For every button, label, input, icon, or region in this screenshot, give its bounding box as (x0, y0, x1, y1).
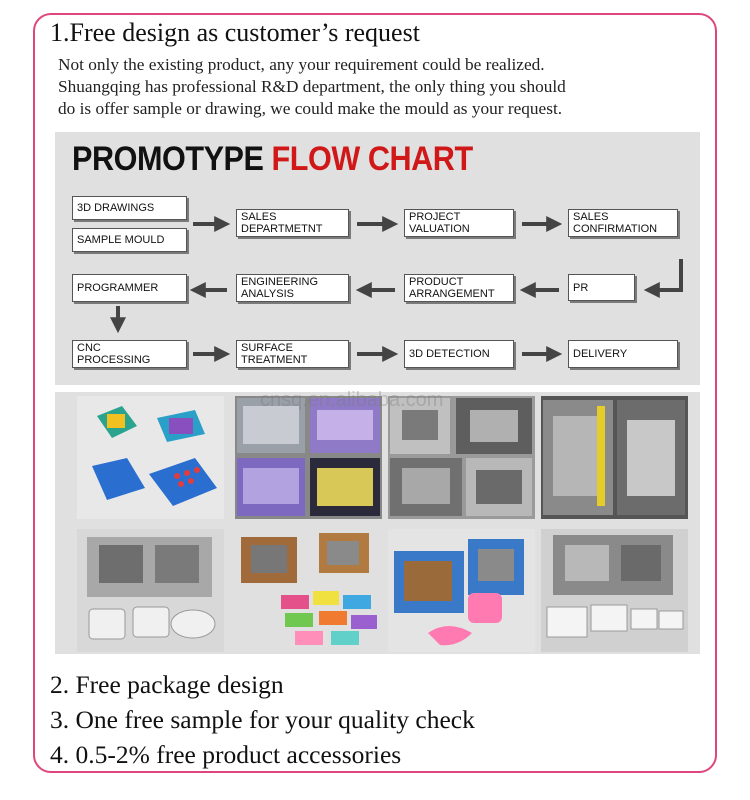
photo-mould-machining (388, 396, 535, 519)
flow-chart-panel (55, 132, 700, 385)
benefits-list (50, 667, 475, 772)
photo-mould-assembly (541, 396, 688, 519)
photo-mould-with-clear-boxes (541, 529, 688, 652)
intro-paragraph (58, 54, 718, 120)
benefit-item: 2. Free package design (50, 670, 284, 699)
photo-grid (55, 389, 700, 654)
section-heading: 1.Free design as customer’s request (50, 18, 420, 47)
benefit-item: 3. One free sample for your quality check (50, 705, 475, 734)
benefit-item: 4. 0.5-2% free product accessories (50, 740, 402, 769)
step-surface-treatment: SURFACE TREATMENT (236, 340, 349, 368)
step-programmer: PROGRAMMER (72, 274, 187, 302)
step-pr: PR (568, 274, 635, 301)
photo-mould-with-pink-containers (388, 529, 535, 652)
step-sample-mould: SAMPLE MOULD (72, 228, 187, 252)
arrow-return-icon (651, 259, 681, 290)
photo-cnc-programming-screens (235, 396, 382, 519)
step-engineering-analysis: ENGINEERING ANALYSIS (236, 274, 349, 302)
flow-chart-title-red: FLOW CHART (271, 140, 473, 178)
step-3d-drawings: 3D DRAWINGS (72, 196, 187, 220)
step-delivery: DELIVERY (568, 340, 678, 368)
flow-chart-title-dark: PROMOTYPE (72, 140, 264, 178)
intro-line: Not only the existing product, any your requirement could be realized. (58, 55, 545, 74)
flow-arrows (55, 132, 700, 385)
intro-line: do is offer sample or drawing, we could make the mould as your request. (58, 99, 563, 118)
watermark: cnsq.en.alibaba.com (260, 389, 444, 411)
step-3d-detection: 3D DETECTION (404, 340, 514, 368)
photo-mould-with-colored-containers (235, 529, 382, 652)
intro-line: Shuangqing has professional R&D department, the only thing you should (58, 77, 566, 96)
photo-mould-design-renderings (77, 396, 224, 519)
step-sales-confirmation: SALES CONFIRMATION (568, 209, 678, 237)
step-product-arrangement: PRODUCT ARRANGEMENT (404, 274, 514, 302)
step-cnc-processing: CNC PROCESSING (72, 340, 187, 368)
step-project-valuation: PROJECT VALUATION (404, 209, 514, 237)
step-sales-department: SALES DEPARTMETNT (236, 209, 349, 237)
photo-container-mould-with-boxes (77, 529, 224, 652)
